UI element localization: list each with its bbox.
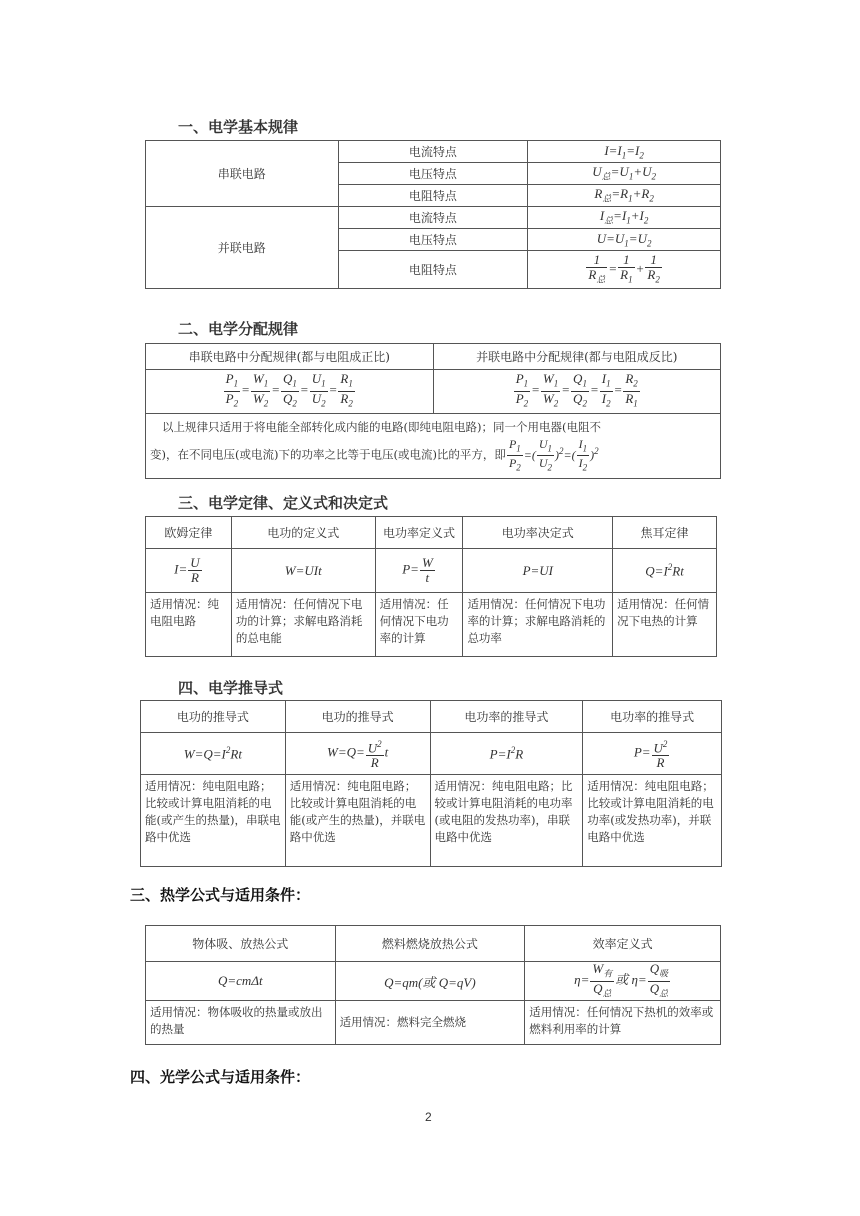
heat-absorb-release-formula: Q=cmΔt xyxy=(146,962,336,1001)
section-title-distribution: 二、电学分配规律 xyxy=(178,320,299,338)
ohm-law-condition: 适用情况：纯电阻电路 xyxy=(146,593,232,657)
fuel-combustion-formula: Q=qm(或 Q=qV) xyxy=(335,962,525,1001)
work-definition-condition: 适用情况：任何情况下电功的计算；求解电路消耗的总电能 xyxy=(231,593,375,657)
fuel-combustion-heading: 燃料燃烧放热公式 xyxy=(335,926,525,962)
distribution-note-line2 xyxy=(150,437,716,475)
series-resistance-formula: $R_总=R_1+R_2$ xyxy=(528,185,721,207)
resistance-feature-label: 电阻特点 xyxy=(338,185,528,207)
section-title-derived-formulas: 四、电学推导式 xyxy=(178,679,284,697)
joule-law-heading: 焦耳定律 xyxy=(613,517,717,549)
parallel-current-formula: $I_总=I_1+I_2$ xyxy=(528,207,721,229)
efficiency-definition-formula: η= $\frac{W_有}{Q_总}$ 或 η= $\frac{Q_吸}{Q_总}$ xyxy=(525,962,721,1001)
parallel-resistance-formula: $\frac{1}{R_总}$ = $\frac{1}{R_1}$ + $\frac{1}{R_2}$ xyxy=(528,251,721,289)
current-feature-label: 电流特点 xyxy=(338,207,528,229)
work-derived-condition-2: 适用情况：纯电阻电路；比较或计算电阻消耗的电能(或产生的热量)，并联电路中优选 xyxy=(285,775,430,867)
efficiency-definition-heading: 效率定义式 xyxy=(525,926,721,962)
parallel-distribution-heading: 并联电路中分配规律(都与电阻成反比) xyxy=(433,344,721,370)
power-determination-formula: P=UI xyxy=(463,549,613,593)
series-circuit-label: 串联电路 xyxy=(146,141,339,207)
ohm-law-formula: I= $\frac{U}{R}$ xyxy=(146,549,232,593)
current-feature-label: 电流特点 xyxy=(338,141,528,163)
power-derived-heading-1: 电功率的推导式 xyxy=(430,701,583,733)
power-derived-heading-2: 电功率的推导式 xyxy=(583,701,722,733)
joule-law-condition: 适用情况：任何情况下电热的计算 xyxy=(613,593,717,657)
page-number: 2 xyxy=(425,1110,432,1124)
section-title-optics: 四、光学公式与适用条件： xyxy=(130,1068,311,1086)
power-derived-condition-2: 适用情况：纯电阻电路；比较或计算电阻消耗的电功率(或发热功率)，并联电路中优选 xyxy=(583,775,722,867)
series-distribution-heading: 串联电路中分配规律(都与电阻成正比) xyxy=(146,344,434,370)
parallel-ratio-formula: $\frac{P_1}{P_2}$ = $\frac{W_1}{W_2}$ = $\frac{Q_1}{Q_2}$ = $\frac{I_1}{I_2}$ = $\frac{R_2}{R_1}$ xyxy=(433,370,721,414)
power-definition-condition: 适用情况：任何情况下电功率的计算 xyxy=(375,593,463,657)
parallel-circuit-label: 并联电路 xyxy=(146,207,339,289)
series-current-formula: $I=I_1=I_2$ xyxy=(528,141,721,163)
power-derived-condition-1: 适用情况：纯电阻电路；比较或计算电阻消耗的电功率(或电阻的发热功率)，串联电路中优选 xyxy=(430,775,583,867)
power-square-ratio-formula: $\frac{P_1}{P_2}$ =( $\frac{U_1}{U_2}$ )$^2$=( $\frac{I_1}{I_2}$ )$^2$ xyxy=(508,437,599,473)
basic-laws-table xyxy=(145,140,721,289)
ohm-law-heading: 欧姆定律 xyxy=(146,517,232,549)
distribution-note-line1: 以上规律只适用于将电能全部转化成内能的电路(即纯电阻电路)；同一个用电器(电阻不 xyxy=(162,420,601,434)
series-voltage-formula: $U_总=U_1+U_2$ xyxy=(528,163,721,185)
distribution-note-line2-text: 变)，在不同电压(或电流)下的功率之比等于电压(或电流)比的平方，即 xyxy=(150,447,506,462)
power-definition-heading: 电功率定义式 xyxy=(375,517,463,549)
laws-definitions-table xyxy=(145,516,717,657)
heat-absorb-release-heading: 物体吸、放热公式 xyxy=(146,926,336,962)
work-derived-heading-2: 电功的推导式 xyxy=(285,701,430,733)
heat-absorb-release-condition: 适用情况：物体吸收的热量或放出的热量 xyxy=(146,1001,336,1045)
heat-formulas-table xyxy=(145,925,721,1045)
work-derived-condition-1: 适用情况：纯电阻电路；比较或计算电阻消耗的电能(或产生的热量)，串联电路中优选 xyxy=(141,775,286,867)
power-definition-formula: P= $\frac{W}{t}$ xyxy=(375,549,463,593)
power-derived-formula-2: P= $\frac{U^2}{R}$ xyxy=(583,733,722,775)
derived-formulas-table xyxy=(140,700,722,867)
work-definition-formula: W=UIt xyxy=(231,549,375,593)
parallel-voltage-formula: $U=U_1=U_2$ xyxy=(528,229,721,251)
work-derived-heading-1: 电功的推导式 xyxy=(141,701,286,733)
series-ratio-formula: $\frac{P_1}{P_2}$ = $\frac{W_1}{W_2}$ = $\frac{Q_1}{Q_2}$ = $\frac{U_1}{U_2}$ = $\frac{R_1}{R_2}$ xyxy=(146,370,434,414)
power-determination-heading: 电功率决定式 xyxy=(463,517,613,549)
joule-law-formula: $Q=I^2Rt$ xyxy=(613,549,717,593)
work-derived-formula-1: $W=Q=I^2Rt$ xyxy=(141,733,286,775)
resistance-feature-label: 电阻特点 xyxy=(338,251,528,289)
efficiency-definition-condition: 适用情况：任何情况下热机的效率或燃料利用率的计算 xyxy=(525,1001,721,1045)
distribution-table xyxy=(145,343,721,479)
power-derived-formula-1: $P=I^2R$ xyxy=(430,733,583,775)
distribution-note xyxy=(146,414,721,479)
power-determination-condition: 适用情况：任何情况下电功率的计算；求解电路消耗的总功率 xyxy=(463,593,613,657)
fuel-combustion-condition: 适用情况：燃料完全燃烧 xyxy=(335,1001,525,1045)
work-definition-heading: 电功的定义式 xyxy=(231,517,375,549)
section-title-basic-laws: 一、电学基本规律 xyxy=(178,118,299,136)
section-title-heat: 三、热学公式与适用条件： xyxy=(130,886,311,904)
section-title-laws-definitions: 三、电学定律、定义式和决定式 xyxy=(178,494,389,512)
voltage-feature-label: 电压特点 xyxy=(338,229,528,251)
voltage-feature-label: 电压特点 xyxy=(338,163,528,185)
work-derived-formula-2: W=Q= $\frac{U^2}{R}$ t xyxy=(285,733,430,775)
